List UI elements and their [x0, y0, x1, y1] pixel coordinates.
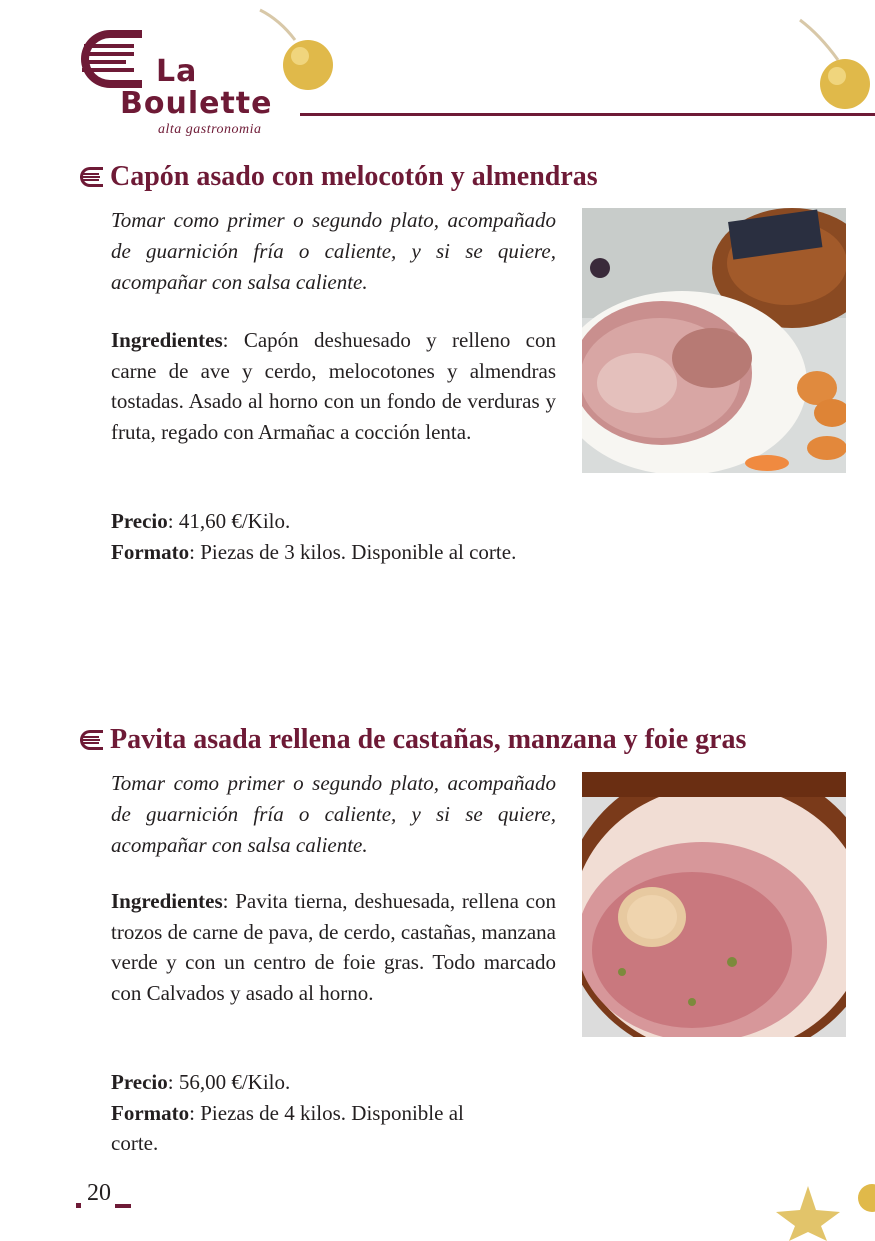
product-photo-capon: [582, 208, 846, 473]
ingredients-text: Pavita tierna, deshuesada, rellena con trozos de carne de pava, de cerdo, castañas, manzana verde y con un centro de foie gras. Todo marcado con Calvados y asado al horno.: [111, 889, 556, 1005]
price-value: 56,00 €/Kilo.: [178, 1070, 291, 1094]
ornament-gold-star: [760, 1178, 875, 1241]
format-line: Formato: Piezas de 3 kilos. Disponible al corte.: [111, 539, 517, 564]
page-number: [76, 1180, 131, 1208]
product-price-format: [111, 506, 556, 567]
format-value: Piezas de 4 kilos. Disponible al corte.: [111, 1100, 464, 1155]
page-number-text: 20: [87, 1180, 111, 1206]
format-label: Formato: [111, 1100, 190, 1125]
price-label: Precio: [111, 509, 168, 533]
format-label: Formato: [111, 539, 190, 564]
brand-name-line1: La: [156, 54, 198, 89]
price-line: Precio: 56,00 €/Kilo.: [111, 1070, 291, 1094]
ingredients-label: Ingredientes: [111, 889, 223, 913]
product-title: Capón asado con melocotón y almendras: [110, 161, 598, 192]
ornament-gold-ball-right: [790, 0, 875, 115]
product-title: Pavita asada rellena de castañas, manzana y foie gras: [110, 724, 747, 755]
product-price-format: [111, 1067, 511, 1159]
product-ingredients: Ingredientes: Pavita tierna, deshuesada, rellena con trozos de carne de pava, de cerdo, castañas, manzana verde y con un centro de foie gras. Todo marcado con Calvados y asado al horno.: [111, 889, 556, 1005]
brand-tagline: alta gastronomia: [158, 122, 262, 137]
product-photo-pavita: [582, 772, 846, 1037]
page-number-dash: [115, 1204, 131, 1208]
ingredients-label: Ingredientes: [111, 328, 223, 352]
bullet-logo-icon: [76, 729, 104, 751]
format-value: Piezas de 3 kilos. Disponible al corte.: [200, 539, 517, 564]
product-ingredients: Ingredientes: Capón deshuesado y relleno con carne de ave y cerdo, melocotones y almendras tostadas. Asado al horno con un fondo de verduras y fruta, regado con Armañac a cocción lenta.: [111, 328, 556, 444]
brand-logo: [74, 26, 304, 146]
product-description: Tomar como primer o segundo plato, acompañado de guarnición fría o caliente, y si se quiere, acompañar con salsa caliente.: [111, 208, 556, 294]
header-divider: [300, 113, 875, 116]
bullet-logo-icon: [76, 166, 104, 188]
product-description: Tomar como primer o segundo plato, acompañado de guarnición fría o caliente, y si se quiere, acompañar con salsa caliente.: [111, 771, 556, 857]
format-line: Formato: Piezas de 4 kilos. Disponible al corte.: [111, 1100, 464, 1155]
ingredients-text: Capón deshuesado y relleno con carne de ave y cerdo, melocotones y almendras tostadas. Asado al horno con un fondo de verduras y fruta, regado con Armañac a cocción lenta.: [111, 328, 556, 444]
price-line: Precio: 41,60 €/Kilo.: [111, 509, 291, 533]
price-value: 41,60 €/Kilo.: [178, 509, 291, 533]
price-label: Precio: [111, 1070, 168, 1094]
page-number-dot: [76, 1203, 81, 1208]
brand-name: [120, 56, 273, 120]
brand-name-line2: Boulette: [120, 86, 273, 121]
